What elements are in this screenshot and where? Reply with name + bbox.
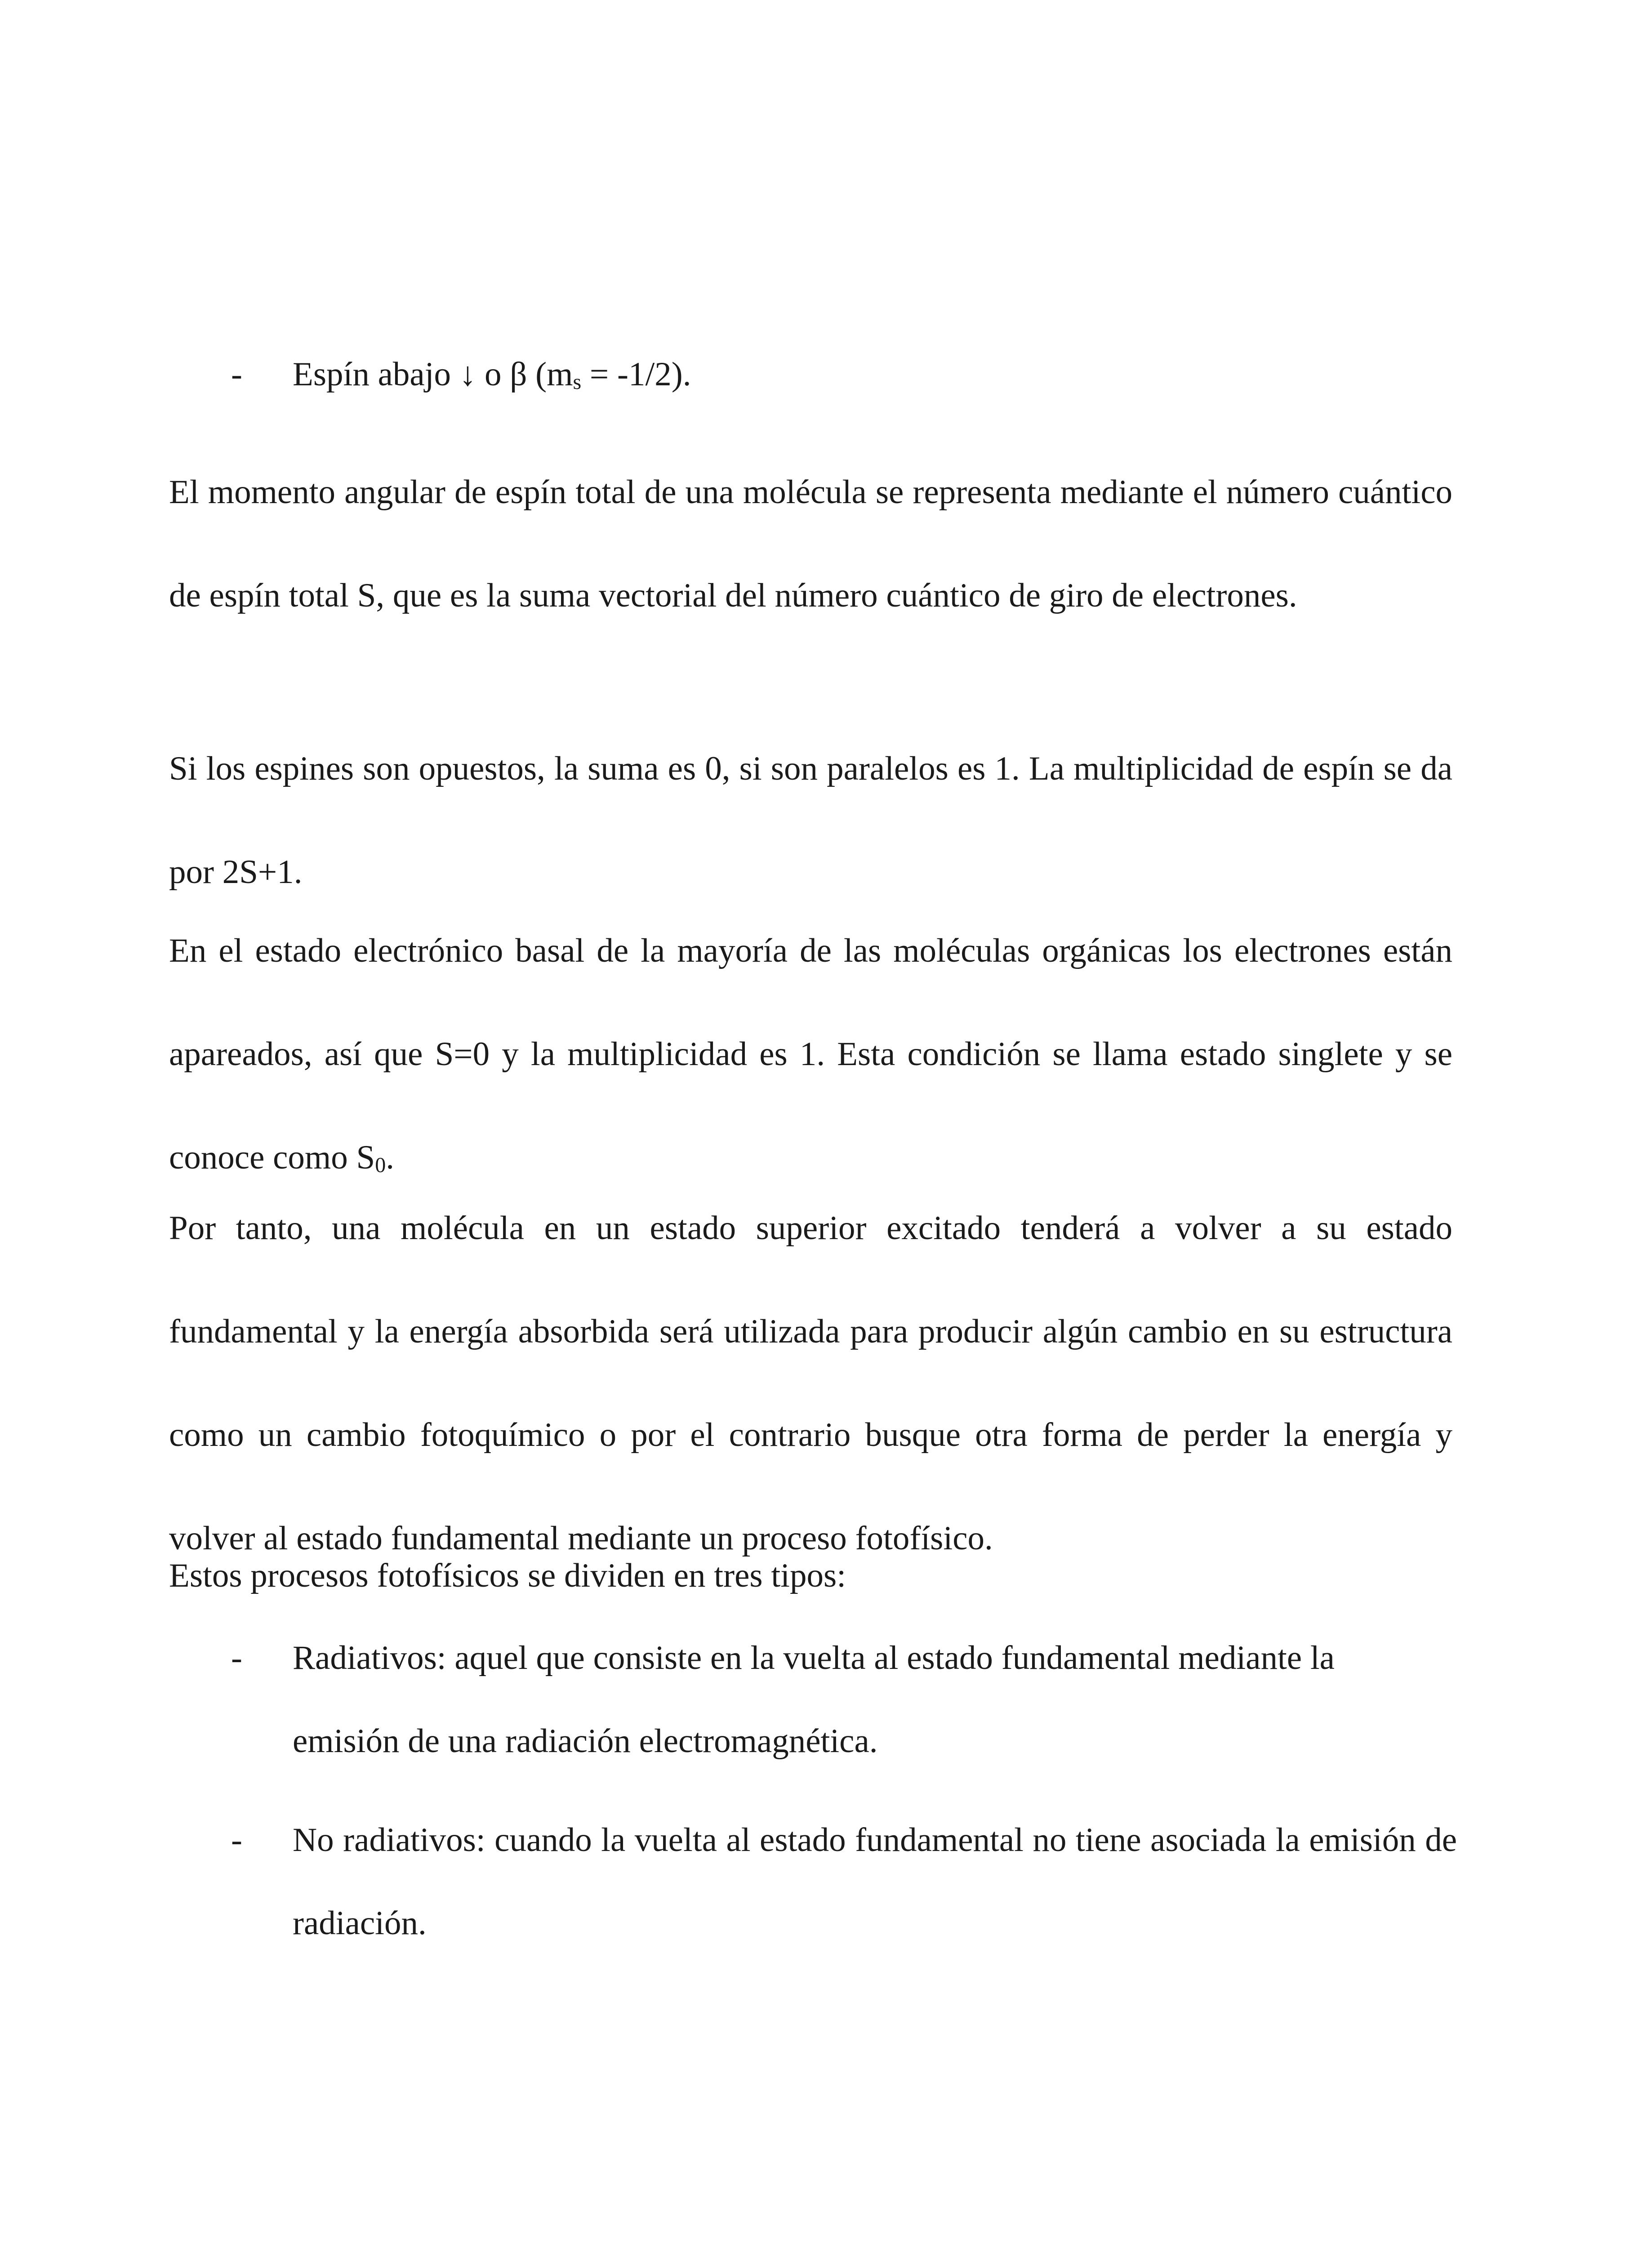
bullet-dash: -	[231, 1639, 242, 1677]
bullet-dash: -	[231, 1821, 242, 1859]
paragraph-process-types: Estos procesos fotofísicos se dividen en tres tipos:	[169, 1557, 846, 1594]
bullet-dash: -	[231, 356, 242, 393]
bullet-text: No radiativos: cuando la vuelta al estado fundamental no tiene asociada la emisión de radiación.	[293, 1821, 1457, 1942]
paragraph-spin-multiplicity: Si los espines son opuestos, la suma es 0, si son paralelos es 1. La multiplicidad de espín se da por 2S+1.	[169, 750, 1452, 891]
paragraph-excited-state: Por tanto, una molécula en un estado superior excitado tenderá a volver a su estado fundamental y la energía absorbida será utilizada para producir algún cambio en su estructura como un cambio fotoquímico o por el contrario busque otra forma de perder la energía y volver al estado fundamental mediante un proceso fotofísico.	[169, 1209, 1452, 1557]
bullet-text: Radiativos: aquel que consiste en la vuelta al estado fundamental mediante la emisión de una radiación electromagnética.	[293, 1639, 1335, 1760]
bullet-text: Espín abajo ↓ o β $(m_s = -1/2)$.	[293, 356, 691, 394]
paragraph-singlet-state: En el estado electrónico basal de la mayoría de las moléculas orgánicas los electrones están apareados, así que S=0 y la multiplicidad es 1. Esta condición se llama estado singlete y se conoce como $S_0$.	[169, 932, 1452, 1177]
paragraph-spin-total: El momento angular de espín total de una molécula se representa mediante el número cuántico de espín total S, que es la suma vectorial del número cuántico de giro de electrones.	[169, 473, 1452, 614]
